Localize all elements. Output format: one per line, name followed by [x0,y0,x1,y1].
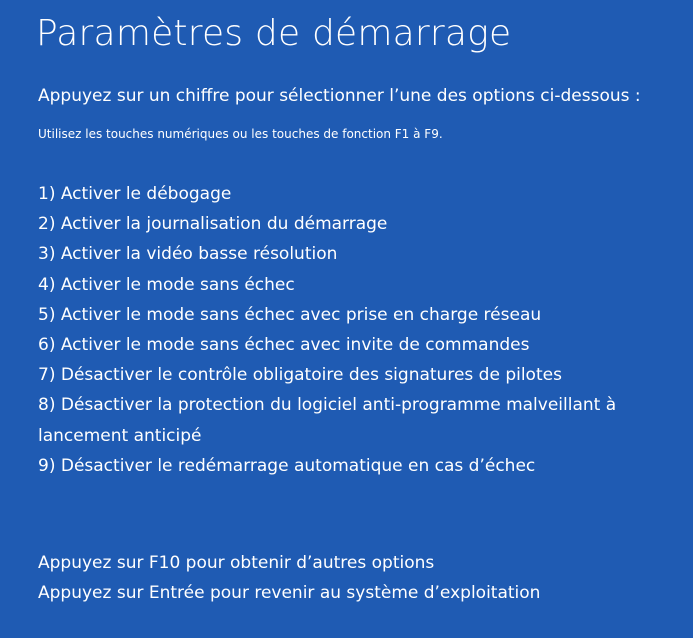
startup-options-list [38,179,658,481]
keyboard-hint: Utilisez les touches numériques ou les touches de fonction F1 à F9. [38,127,443,141]
option-enable-safe-mode[interactable]: 4) Activer le mode sans échec [38,274,295,295]
option-disable-automatic-restart[interactable]: 9) Désactiver le redémarrage automatique en cas d’échec [38,455,536,476]
footer-actions [38,548,658,608]
option-enable-debugging[interactable]: 1) Activer le débogage [38,184,232,204]
more-options-action[interactable]: Appuyez sur F10 pour obtenir d’autres options [38,553,435,573]
option-enable-safe-mode-networking[interactable]: 5) Activer le mode sans échec avec prise en charge réseau [38,304,542,325]
selection-prompt: Appuyez sur un chiffre pour sélectionner l’une des options ci-dessous : [38,86,641,106]
option-enable-boot-logging[interactable]: 2) Activer la journalisation du démarrage [38,214,388,235]
option-enable-safe-mode-command-prompt[interactable]: 6) Activer le mode sans échec avec invite de commandes [38,335,530,356]
page-title: Paramètres de démarrage [36,13,512,54]
option-enable-low-resolution-video[interactable]: 3) Activer la vidéo basse résolution [38,244,338,265]
return-to-os-action[interactable]: Appuyez sur Entrée pour revenir au système d’exploitation [38,583,541,603]
option-disable-driver-signature-enforcement[interactable]: 7) Désactiver le contrôle obligatoire des signatures de pilotes [38,365,562,386]
option-disable-early-launch-antimalware[interactable]: 8) Désactiver la protection du logiciel anti-programme malveillant à lancement anticipé [38,395,617,446]
